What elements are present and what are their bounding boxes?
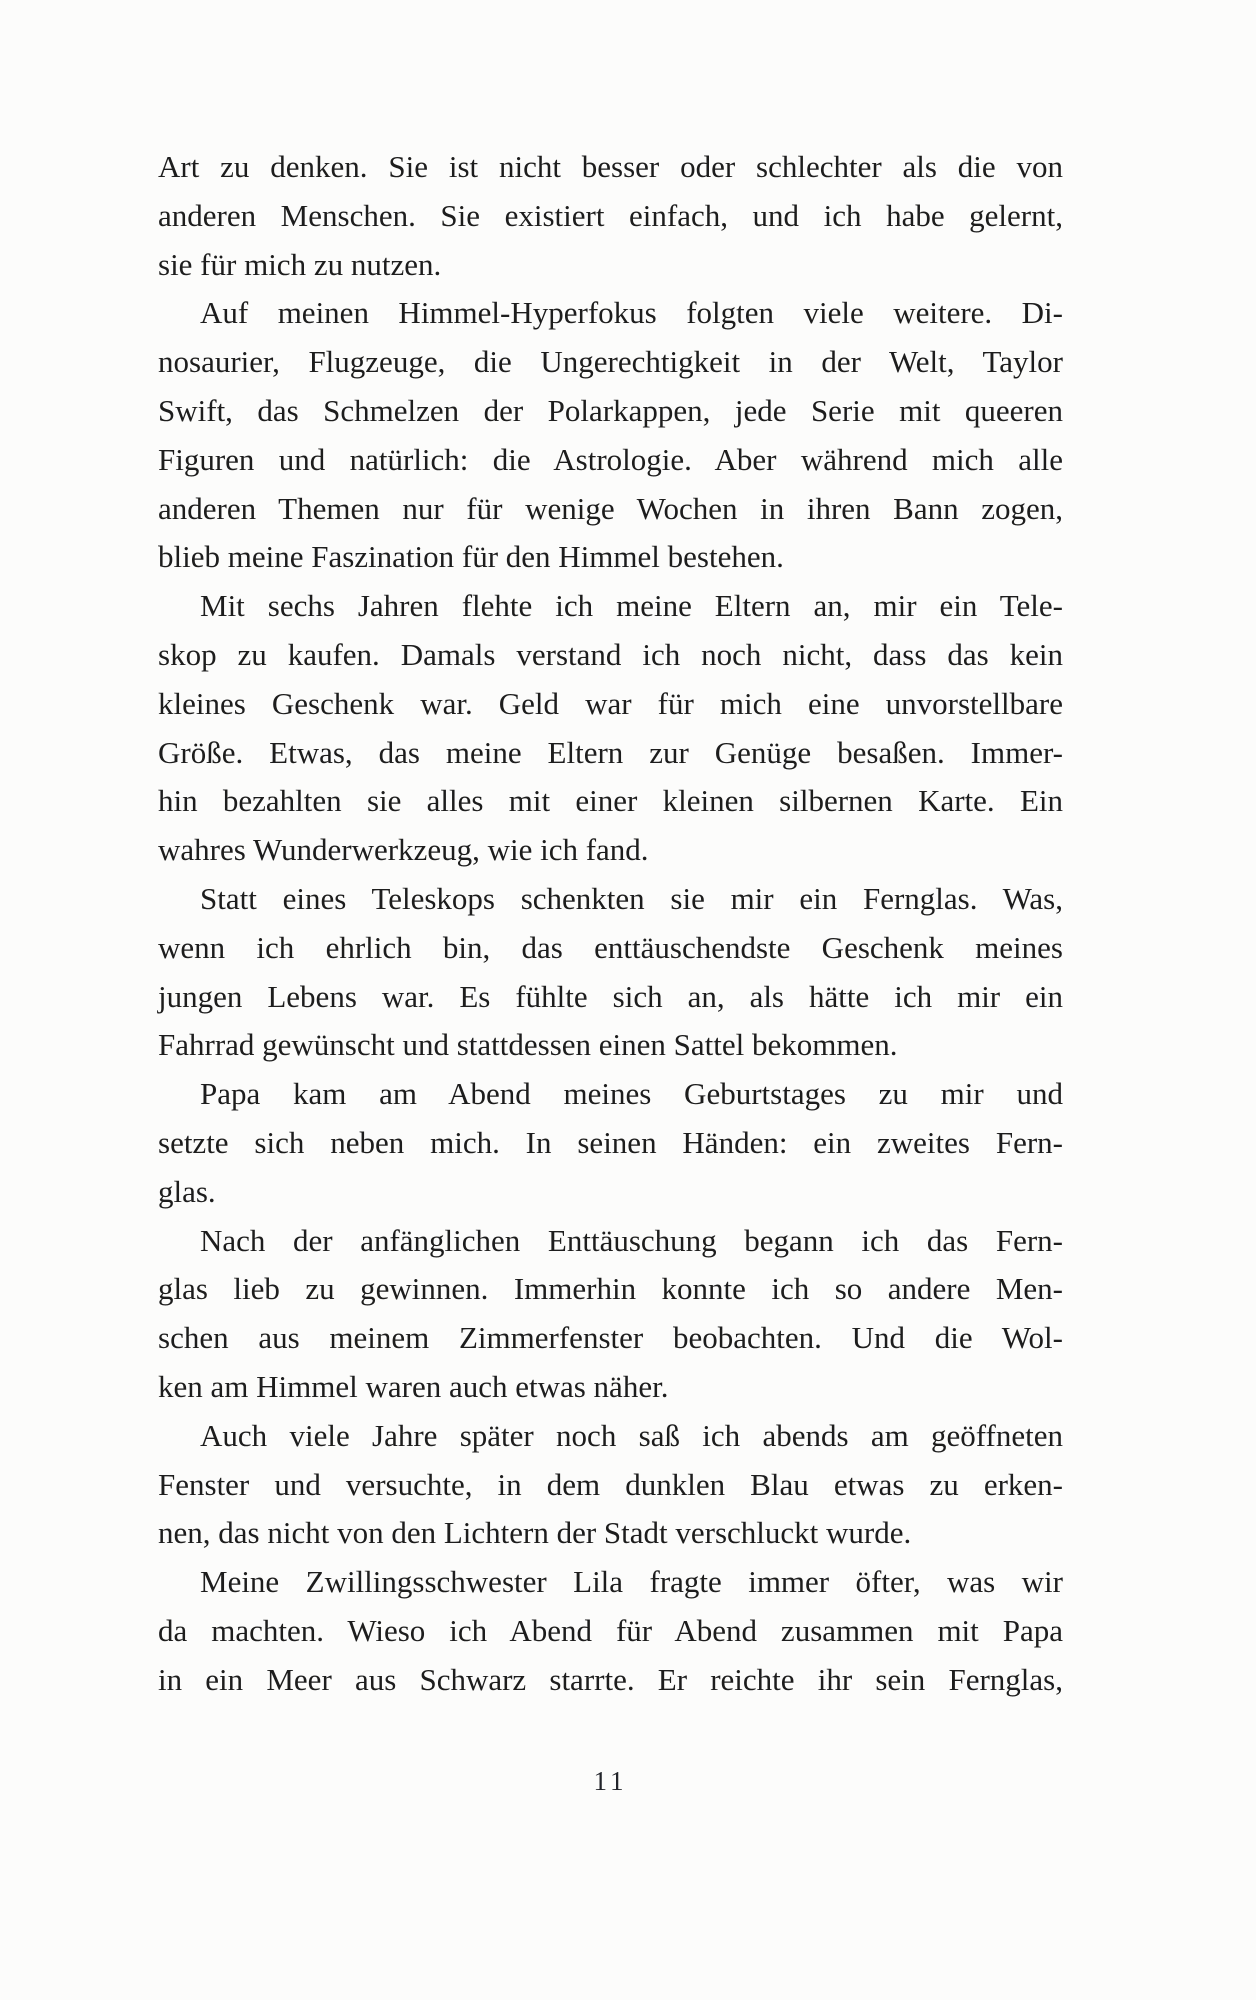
text-line: Fahrrad gewünscht und stattdessen einen Sattel bekommen. bbox=[158, 1027, 898, 1063]
text-line: Papa kam am Abend meines Geburtstages zu mir und bbox=[200, 1076, 1063, 1112]
text-block bbox=[158, 143, 1063, 1705]
text-line: ken am Himmel waren auch etwas näher. bbox=[158, 1368, 669, 1404]
text-line: kleines Geschenk war. Geld war für mich eine unvorstellbare bbox=[158, 685, 1063, 721]
paragraph bbox=[158, 1558, 1063, 1704]
text-line: wenn ich ehrlich bin, das enttäuschendste Geschenk meines bbox=[158, 929, 1063, 965]
text-line: nosaurier, Flugzeuge, die Ungerechtigkeit in der Welt, Taylor bbox=[158, 344, 1063, 380]
text-line: Figuren und natürlich: die Astrologie. Aber während mich alle bbox=[158, 441, 1063, 477]
paragraph bbox=[158, 143, 1063, 289]
text-line: wahres Wunderwerkzeug, wie ich fand. bbox=[158, 832, 649, 868]
text-line: Fenster und versuchte, in dem dunklen Blau etwas zu erken- bbox=[158, 1466, 1063, 1502]
paragraph bbox=[158, 1412, 1063, 1558]
text-line: nen, das nicht von den Lichtern der Stadt verschluckt wurde. bbox=[158, 1515, 912, 1551]
text-line: Statt eines Teleskops schenkten sie mir ein Fernglas. Was, bbox=[200, 880, 1063, 916]
text-line: glas. bbox=[158, 1173, 216, 1209]
text-line: jungen Lebens war. Es fühlte sich an, als hätte ich mir ein bbox=[158, 978, 1063, 1014]
paragraph bbox=[158, 1217, 1063, 1412]
text-line: Nach der anfänglichen Enttäuschung begann ich das Fern- bbox=[200, 1222, 1063, 1258]
text-line: anderen Themen nur für wenige Wochen in ihren Bann zogen, bbox=[158, 490, 1063, 526]
text-line: Art zu denken. Sie ist nicht besser oder schlechter als die von bbox=[158, 149, 1063, 184]
text-line: skop zu kaufen. Damals verstand ich noch nicht, dass das kein bbox=[158, 636, 1063, 672]
text-line: glas lieb zu gewinnen. Immerhin konnte ich so andere Men- bbox=[158, 1271, 1063, 1307]
paragraph bbox=[158, 875, 1063, 1070]
text-line: anderen Menschen. Sie existiert einfach, und ich habe gelernt, bbox=[158, 197, 1063, 233]
paragraph bbox=[158, 582, 1063, 875]
text-line: Auf meinen Himmel-Hyperfokus folgten viele weitere. Di- bbox=[200, 295, 1063, 331]
text-line: schen aus meinem Zimmerfenster beobachten. Und die Wol- bbox=[158, 1320, 1063, 1356]
text-line: setzte sich neben mich. In seinen Händen: ein zweites Fern- bbox=[158, 1124, 1063, 1160]
text-line: Swift, das Schmelzen der Polarkappen, jede Serie mit queeren bbox=[158, 392, 1063, 428]
text-line: Meine Zwillingsschwester Lila fragte immer öfter, was wir bbox=[200, 1564, 1063, 1600]
paragraph bbox=[158, 1070, 1063, 1216]
text-line: Größe. Etwas, das meine Eltern zur Genüge besaßen. Immer- bbox=[158, 734, 1063, 770]
paragraph bbox=[158, 289, 1063, 582]
text-line: Auch viele Jahre später noch saß ich abends am geöffneten bbox=[200, 1417, 1063, 1453]
text-line: hin bezahlten sie alles mit einer kleinen silbernen Karte. Ein bbox=[158, 783, 1063, 819]
text-line: da machten. Wieso ich Abend für Abend zusammen mit Papa bbox=[158, 1612, 1063, 1648]
page-number: 11 bbox=[593, 1766, 628, 1796]
text-line: in ein Meer aus Schwarz starrte. Er reichte ihr sein Fernglas, bbox=[158, 1661, 1063, 1697]
text-line: sie für mich zu nutzen. bbox=[158, 246, 442, 282]
text-line: blieb meine Faszination für den Himmel bestehen. bbox=[158, 539, 784, 575]
text-line: Mit sechs Jahren flehte ich meine Eltern an, mir ein Tele- bbox=[200, 588, 1063, 624]
